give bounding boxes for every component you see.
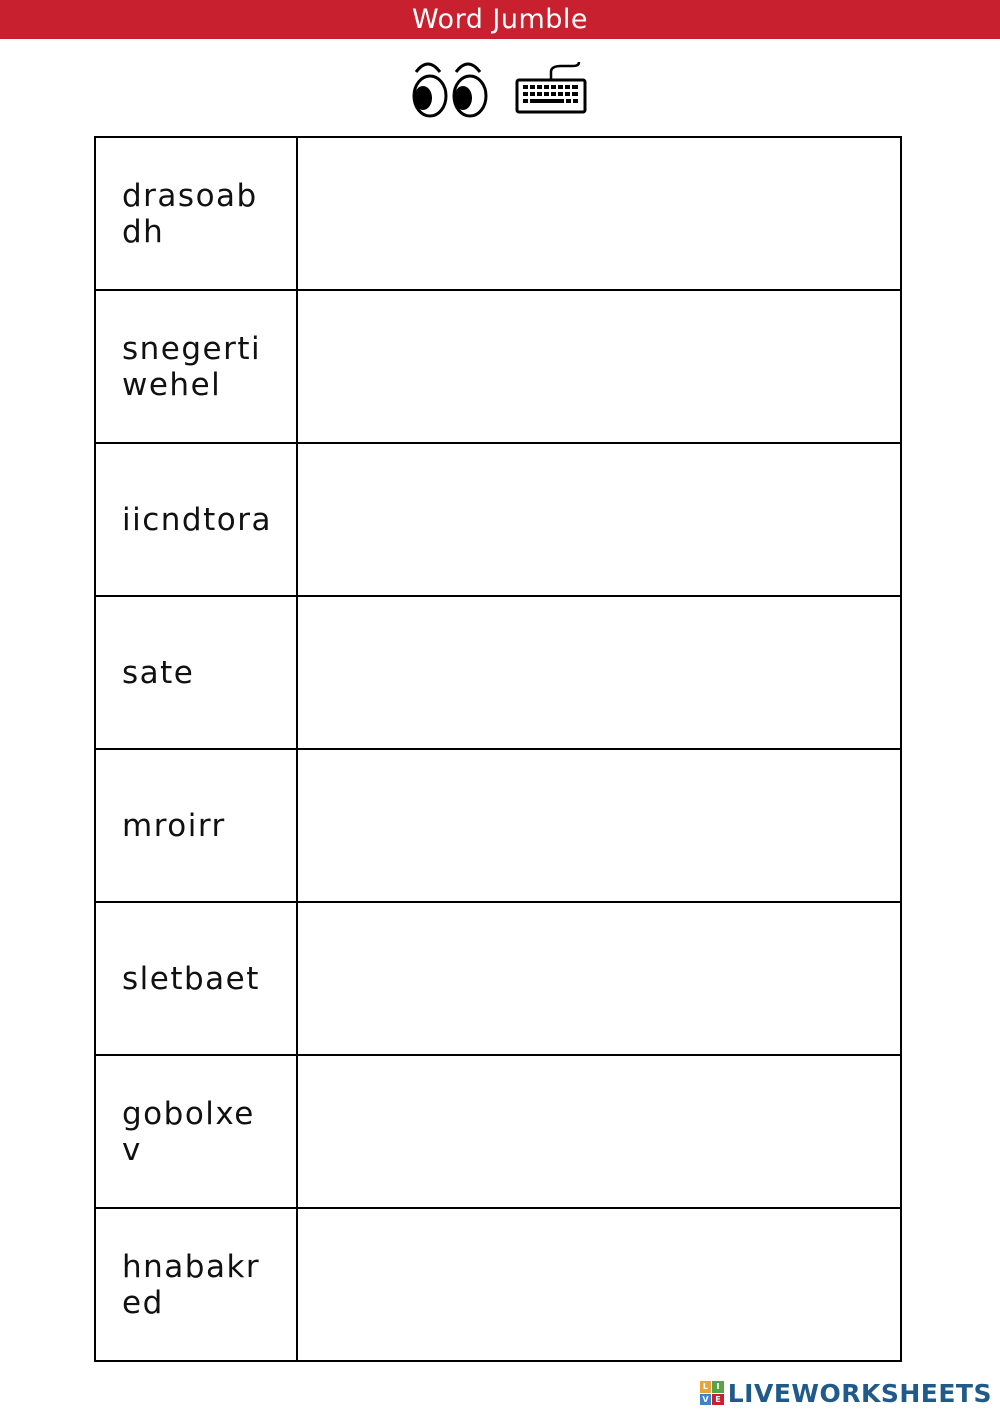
keyboard-icon xyxy=(515,60,587,116)
answer-input[interactable] xyxy=(298,1209,900,1360)
jumbled-word-cell xyxy=(95,902,297,1055)
jumbled-word: sletbaet xyxy=(122,960,260,997)
table-row xyxy=(95,1055,901,1208)
answer-input[interactable] xyxy=(298,903,900,1054)
table-row xyxy=(95,443,901,596)
title-bar xyxy=(0,0,1000,39)
table-row xyxy=(95,749,901,902)
jumbled-word-cell xyxy=(95,443,297,596)
jumbled-word-cell xyxy=(95,137,297,290)
word-jumble-table xyxy=(94,136,902,1362)
answer-input[interactable] xyxy=(298,138,900,289)
eyes-icon xyxy=(410,58,492,120)
jumbled-word: drasoabdh xyxy=(122,177,258,250)
instruction-icons xyxy=(0,58,1000,120)
answer-input[interactable] xyxy=(298,291,900,442)
page-title: Word Jumble xyxy=(411,4,589,35)
answer-cell[interactable] xyxy=(297,749,901,902)
answer-cell[interactable] xyxy=(297,443,901,596)
jumbled-word: sate xyxy=(122,654,195,691)
brand-mark-icon: L I V E xyxy=(700,1381,724,1405)
table-row xyxy=(95,1208,901,1361)
brand-logo xyxy=(700,1379,992,1407)
jumbled-word-cell xyxy=(95,1208,297,1361)
answer-cell[interactable] xyxy=(297,902,901,1055)
table-row xyxy=(95,596,901,749)
answer-cell[interactable] xyxy=(297,137,901,290)
jumbled-word-cell xyxy=(95,596,297,749)
jumbled-word-cell xyxy=(95,1055,297,1208)
jumbled-word: mroirr xyxy=(122,807,226,844)
answer-cell[interactable] xyxy=(297,596,901,749)
jumbled-word-cell xyxy=(95,290,297,443)
jumbled-word: hnabakred xyxy=(122,1248,261,1321)
answer-cell[interactable] xyxy=(297,1055,901,1208)
jumbled-word: iicndtora xyxy=(122,501,272,538)
answer-input[interactable] xyxy=(298,1056,900,1207)
answer-cell[interactable] xyxy=(297,1208,901,1361)
table-row xyxy=(95,902,901,1055)
answer-cell[interactable] xyxy=(297,290,901,443)
jumbled-word: gobolxev xyxy=(122,1095,255,1168)
table-row xyxy=(95,137,901,290)
answer-input[interactable] xyxy=(298,750,900,901)
answer-input[interactable] xyxy=(298,444,900,595)
jumbled-word-cell xyxy=(95,749,297,902)
answer-input[interactable] xyxy=(298,597,900,748)
table-row xyxy=(95,290,901,443)
jumbled-word: snegertiwehel xyxy=(122,330,262,403)
brand-name: LIVEWORKSHEETS xyxy=(727,1378,992,1408)
